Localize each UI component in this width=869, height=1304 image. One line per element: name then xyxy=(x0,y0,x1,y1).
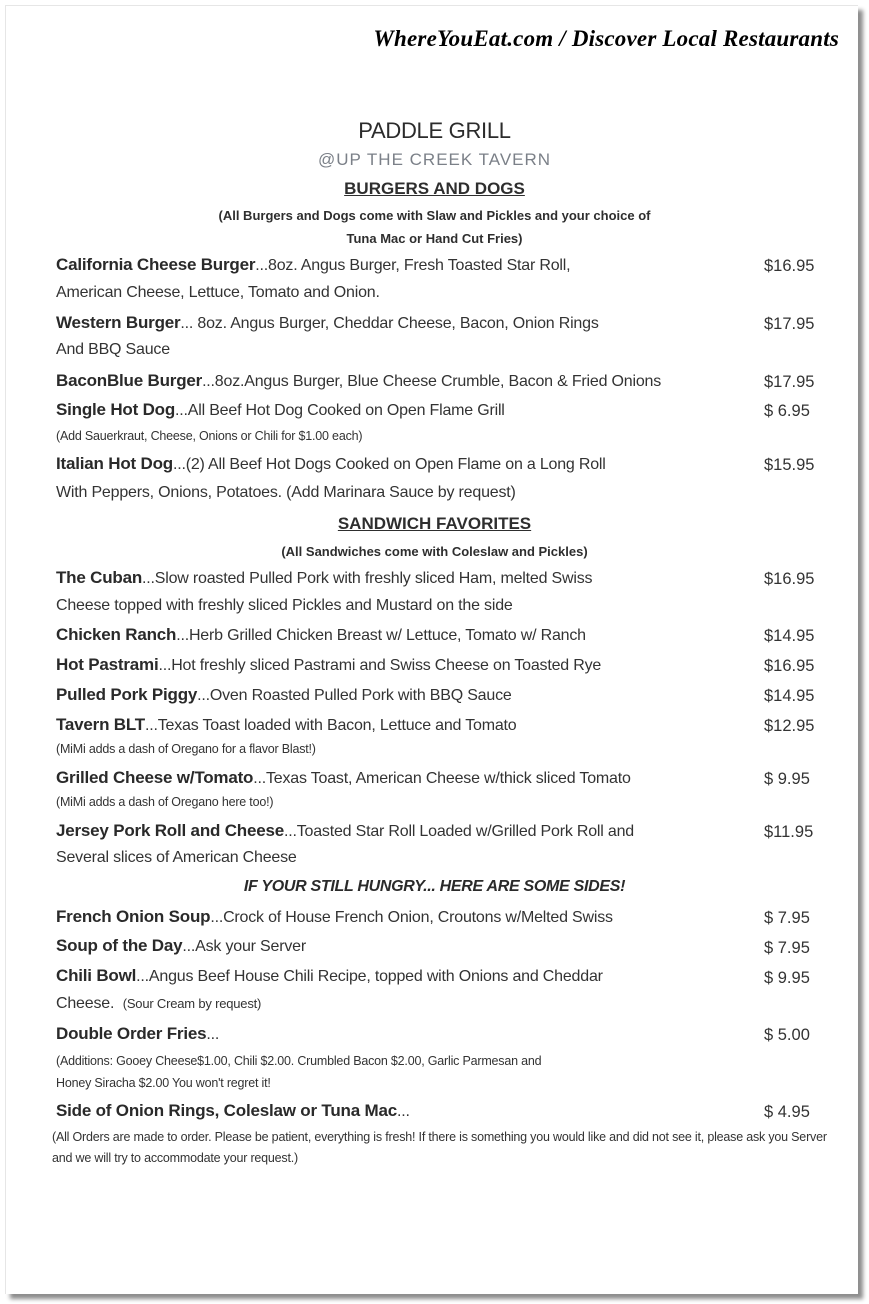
item-name: Side of Onion Rings, Coleslaw or Tuna Mac xyxy=(56,1101,397,1120)
item-name: Hot Pastrami xyxy=(56,655,159,674)
item-price: $17.95 xyxy=(764,373,815,391)
item-desc: ...Crock of House French Onion, Croutons w/Melted Swiss xyxy=(210,909,613,926)
section-title-sandwiches: SANDWICH FAVORITES xyxy=(337,514,532,533)
item-desc: Cheese. xyxy=(56,995,115,1012)
item-price: $ 6.95 xyxy=(764,402,810,420)
section-note-burgers-1: (All Burgers and Dogs come with Slaw and Pickles and your choice of xyxy=(218,208,651,223)
item-name: Tavern BLT xyxy=(56,715,145,734)
item-price: $16.95 xyxy=(764,257,815,275)
item-name: California Cheese Burger xyxy=(56,255,256,274)
item-price: $ 5.00 xyxy=(764,1026,810,1044)
item-price: $ 9.95 xyxy=(764,969,810,987)
item-name: Single Hot Dog xyxy=(56,400,176,419)
item-note: (Sour Cream by request) xyxy=(122,996,262,1011)
menu-item xyxy=(56,454,606,474)
item-desc-cont: And BBQ Sauce xyxy=(56,341,170,358)
item-note: (Add Sauerkraut, Cheese, Onions or Chili for $1.00 each) xyxy=(56,429,363,443)
section-note-burgers-2: Tuna Mac or Hand Cut Fries) xyxy=(346,231,523,246)
item-desc: ...Texas Toast loaded with Bacon, Lettuce and Tomato xyxy=(145,717,517,734)
item-desc: ...Hot freshly sliced Pastrami and Swiss Cheese on Toasted Rye xyxy=(158,657,602,674)
section-note-sandwiches: (All Sandwiches come with Coleslaw and Pickles) xyxy=(281,544,588,559)
item-price: $11.95 xyxy=(764,823,814,841)
item-desc: ... 8oz. Angus Burger, Cheddar Cheese, Bacon, Onion Rings xyxy=(180,315,599,332)
site-watermark: WhereYouEat.com / Discover Local Restaurants xyxy=(373,26,839,51)
item-name: French Onion Soup xyxy=(56,907,211,926)
item-price: $ 7.95 xyxy=(764,939,810,957)
item-desc-cont xyxy=(56,995,261,1013)
menu-item xyxy=(56,821,634,841)
footer-note: (All Orders are made to order. Please be patient, everything is fresh! If there is something you would like and did not see it, please ask you Server and we will try to accommodate your request.) xyxy=(52,1130,827,1165)
menu-item xyxy=(56,400,505,420)
menu-item xyxy=(56,313,599,333)
item-desc: ...Texas Toast, American Cheese w/thick sliced Tomato xyxy=(253,770,631,787)
item-price: $14.95 xyxy=(764,687,815,705)
item-desc-cont: Several slices of American Cheese xyxy=(56,849,297,866)
menu-item xyxy=(56,1024,219,1044)
item-price: $16.95 xyxy=(764,570,815,588)
item-desc-cont: Cheese topped with freshly sliced Pickles and Mustard on the side xyxy=(56,597,513,614)
section-title-burgers: BURGERS AND DOGS xyxy=(344,179,525,198)
item-name: Soup of the Day xyxy=(56,936,183,955)
item-desc: ...8oz.Angus Burger, Blue Cheese Crumble, Bacon & Fried Onions xyxy=(202,373,662,390)
restaurant-subtitle: @UP THE CREEK TAVERN xyxy=(317,150,552,169)
item-desc: ...Angus Beef House Chili Recipe, topped with Onions and Cheddar xyxy=(136,968,603,985)
menu-item xyxy=(56,966,603,986)
item-name: Jersey Pork Roll and Cheese xyxy=(56,821,284,840)
item-desc-cont: With Peppers, Onions, Potatoes. (Add Marinara Sauce by request) xyxy=(56,484,516,501)
item-name: BaconBlue Burger xyxy=(56,371,203,390)
menu-item xyxy=(56,685,512,705)
item-note-cont: Honey Siracha $2.00 You won't regret it! xyxy=(56,1076,271,1090)
item-price: $ 4.95 xyxy=(764,1103,810,1121)
item-desc: ...Oven Roasted Pulled Pork with BBQ Sauce xyxy=(197,687,512,704)
menu-item xyxy=(56,715,516,735)
item-price: $17.95 xyxy=(764,315,815,333)
item-price: $16.95 xyxy=(764,657,815,675)
restaurant-title: PADDLE GRILL xyxy=(358,118,511,143)
menu-item xyxy=(56,568,592,588)
menu-item xyxy=(56,907,613,927)
item-desc: ...8oz. Angus Burger, Fresh Toasted Star Roll, xyxy=(255,257,571,274)
item-name: Italian Hot Dog xyxy=(56,454,173,473)
menu-item xyxy=(56,768,631,788)
item-desc: ...(2) All Beef Hot Dogs Cooked on Open Flame on a Long Roll xyxy=(172,456,606,473)
item-desc: ...Slow roasted Pulled Pork with freshly sliced Ham, melted Swiss xyxy=(142,570,593,587)
section-title-sides: IF YOUR STILL HUNGRY... HERE ARE SOME SIDES! xyxy=(243,878,626,895)
menu-item xyxy=(56,1101,410,1121)
menu-item xyxy=(56,371,661,391)
item-price: $14.95 xyxy=(764,627,815,645)
item-desc: ... xyxy=(396,1103,410,1120)
item-price: $ 9.95 xyxy=(764,770,810,788)
menu-item xyxy=(56,255,570,275)
item-name: Chili Bowl xyxy=(56,966,137,985)
item-note: (MiMi adds a dash of Oregano here too!) xyxy=(56,795,274,809)
item-name: Pulled Pork Piggy xyxy=(56,685,198,704)
item-desc: ...Ask your Server xyxy=(182,938,306,955)
item-desc-cont: American Cheese, Lettuce, Tomato and Onion. xyxy=(56,284,380,301)
item-desc: ... xyxy=(206,1026,220,1043)
item-price: $15.95 xyxy=(764,456,815,474)
item-note: (Additions: Gooey Cheese$1.00, Chili $2.00. Crumbled Bacon $2.00, Garlic Parmesan and xyxy=(56,1054,542,1068)
item-desc: ...Toasted Star Roll Loaded w/Grilled Pork Roll and xyxy=(284,823,634,840)
item-desc: ...Herb Grilled Chicken Breast w/ Lettuce, Tomato w/ Ranch xyxy=(176,627,586,644)
menu-item xyxy=(56,655,601,675)
item-name: Double Order Fries xyxy=(56,1024,207,1043)
item-name: Grilled Cheese w/Tomato xyxy=(56,768,254,787)
item-note: (MiMi adds a dash of Oregano for a flavor Blast!) xyxy=(56,742,316,756)
menu-item xyxy=(56,936,306,956)
menu-item xyxy=(56,625,586,645)
item-desc: ...All Beef Hot Dog Cooked on Open Flame Grill xyxy=(175,402,505,419)
item-price: $ 7.95 xyxy=(764,909,810,927)
item-name: Western Burger xyxy=(56,313,181,332)
item-name: Chicken Ranch xyxy=(56,625,177,644)
item-price: $12.95 xyxy=(764,717,815,735)
item-name: The Cuban xyxy=(56,568,143,587)
